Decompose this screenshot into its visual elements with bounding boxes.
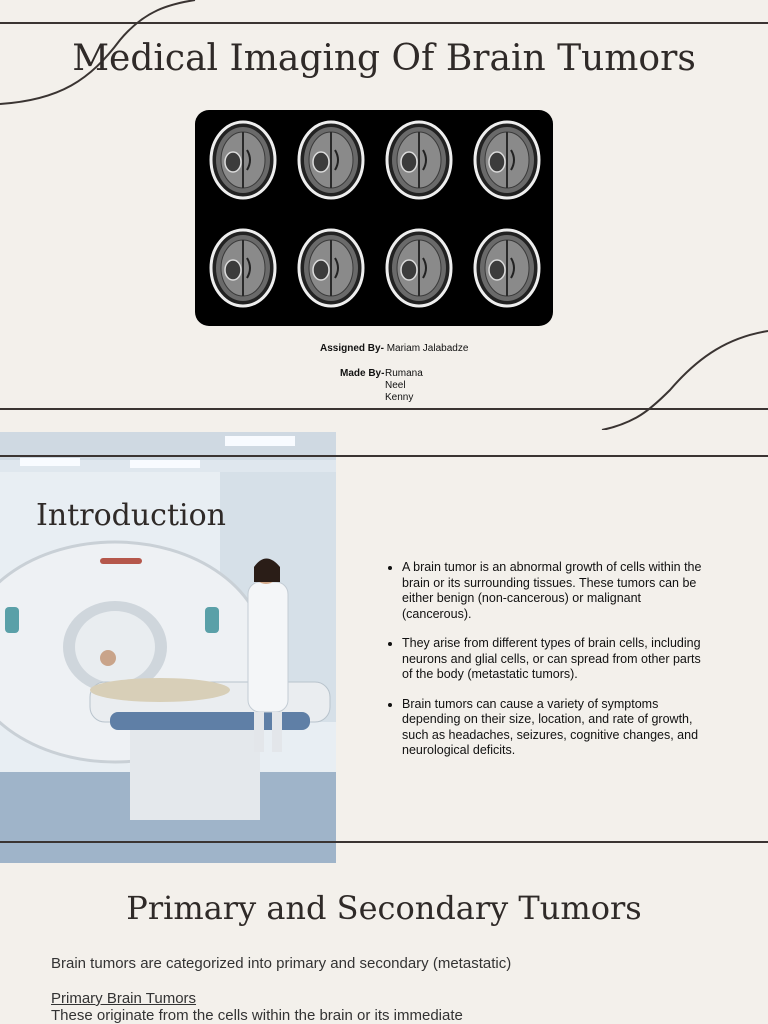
slide-title: Primary and Secondary Tumors — [126, 889, 642, 927]
decorative-curve-bottom-right — [590, 325, 768, 430]
assigned-label: Assigned By- — [320, 343, 384, 354]
brain-slice-3 — [387, 122, 451, 198]
author-name: Rumana — [385, 368, 423, 379]
brain-slice-7 — [387, 230, 451, 306]
divider-top — [0, 455, 768, 457]
brain-slice-2 — [299, 122, 363, 198]
divider-top — [0, 22, 768, 24]
ct-scanner-photo — [0, 432, 336, 863]
list-item: • Brain tumors can cause a variety of symptoms depending on their size, location, and rate of growth, such as headaches, seizures, cognitive changes, and neurological deficits. — [402, 697, 712, 759]
introduction-slide — [0, 432, 768, 863]
list-item: • A brain tumor is an abnormal growth of cells within the brain or its surrounding tissues. These tumors can be either benign (non-cancerous) or malignant (cancerous). — [402, 560, 712, 622]
brain-slice-5 — [211, 230, 275, 306]
made-names — [385, 368, 423, 404]
made-by — [340, 368, 384, 380]
subheading: Primary Brain Tumors — [51, 990, 197, 1007]
title-slide — [0, 0, 768, 430]
slide-body — [51, 955, 731, 1024]
intro-bullet-list — [386, 560, 712, 773]
assigned-name: Mariam Jalabadze — [386, 343, 469, 354]
mri-scan-image — [195, 110, 553, 326]
intro-text: Brain tumors are categorized into primary and secondary (metastatic) — [51, 955, 512, 972]
page-title: Medical Imaging Of Brain Tumors — [72, 38, 696, 79]
divider-bottom — [0, 841, 768, 843]
assigned-by — [320, 343, 468, 355]
brain-slice-6 — [299, 230, 363, 306]
brain-slice-1 — [211, 122, 275, 198]
brain-slice-8 — [475, 230, 539, 306]
author-name: Neel — [385, 380, 406, 391]
body-line: These originate from the cells within the brain or its immediate — [51, 1007, 463, 1024]
author-name: Kenny — [385, 392, 414, 403]
made-label: Made By- — [340, 368, 385, 379]
tumor-types-slide — [0, 865, 768, 1024]
slide-title: Introduction — [36, 498, 226, 533]
brain-slice-4 — [475, 122, 539, 198]
list-item: • They arise from different types of brain cells, including neurons and glial cells, or can spread from other parts of the body (metastatic tumors). — [402, 636, 712, 683]
